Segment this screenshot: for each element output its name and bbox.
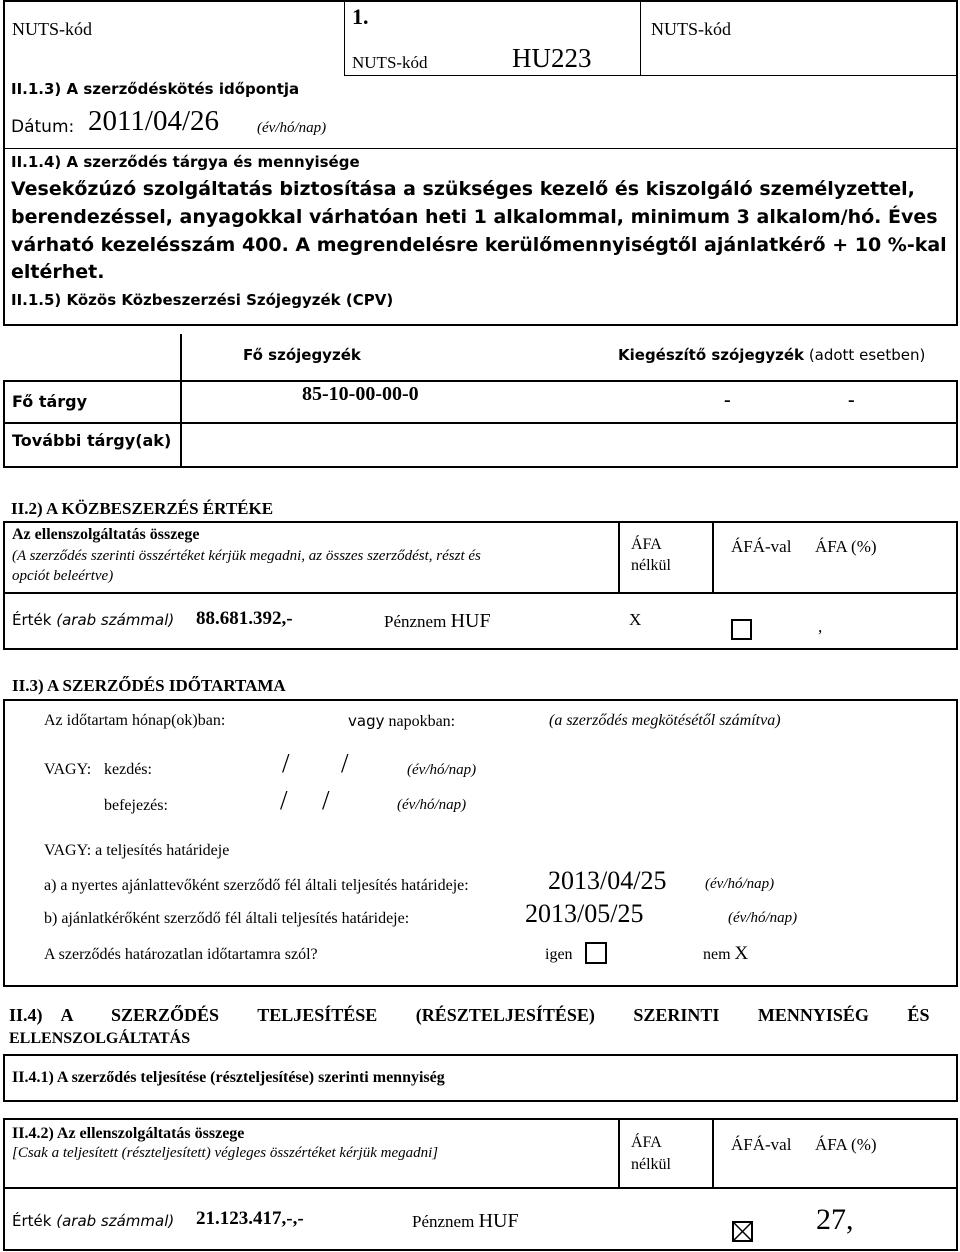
end-slash-2: / [322, 785, 330, 815]
cpv-sup-dash-2: - [848, 389, 855, 411]
cpv-row-more: További tárgy(ak) [12, 431, 172, 450]
without-vat-mark: X [629, 610, 642, 629]
afa-pct-header: ÁFA (%) [815, 537, 877, 556]
cpv-col-main: Fő szójegyzék [243, 346, 361, 364]
subject-line-2: berendezéssel, anyagokkal várhatóan heti 1 alkalommal, minimum 3 alkalom/hó. Éves [11, 206, 938, 228]
cpv-col-supplementary: Kiegészítő szójegyzék [618, 346, 805, 364]
days-label: napokban: [388, 713, 456, 730]
fulfilment-value-label-note: (arab számmal) [56, 1212, 175, 1230]
end-format: (év/hó/nap) [397, 797, 467, 813]
value-label-note: (arab számmal) [56, 611, 175, 629]
fulfilment-afa-nelkul-1: ÁFA [631, 1134, 662, 1151]
deadline-b-date: 2013/05/25 [525, 899, 644, 928]
afa-nelkul-line-1: ÁFA [631, 536, 662, 553]
value-label: Érték [12, 611, 52, 629]
cpv-col-supplementary-note: (adott esetben) [808, 346, 926, 364]
subject-line-1: Vesekőzúzó szolgáltatás biztosítása a szükséges kezelő és kiszolgáló személyzettel, [11, 178, 915, 200]
total-note-line-1: (A szerződés szerinti összértéket kérjük megadni, az összes szerződést, részt és [12, 548, 481, 564]
start-format: (év/hó/nap) [407, 762, 477, 778]
fulfilment-with-vat-checkbox[interactable] [732, 1221, 753, 1242]
currency-value: HUF [450, 610, 491, 632]
section-heading-value-num: II.2) [11, 499, 43, 518]
fulfilment-vat-pct: 27, [816, 1203, 854, 1236]
item-number: 1. [352, 4, 369, 29]
fulfilment-quantity-heading: II.4.1) A szerződés teljesítése (részteljesítése) szerinti mennyiség [12, 1069, 445, 1086]
fulfilment-afa-pct-header: ÁFA (%) [815, 1135, 877, 1154]
indefinite-question: A szerződés határozatlan időtartamra szól? [44, 946, 318, 963]
subject-line-4: eltérhet. [11, 261, 105, 283]
afa-val-header: ÁFÁ-val [731, 537, 792, 556]
cpv-row-main: Fő tárgy [12, 392, 88, 411]
yes-checkbox[interactable] [585, 942, 607, 964]
fulfilment-value-heading: II.4.2) Az ellenszolgáltatás összege [12, 1125, 245, 1142]
no-mark: X [734, 943, 749, 964]
no-label: nem [703, 946, 731, 963]
subject-line-3: várható kezelésszám 400. A megrendelésre kerülőmennyiségtől ajánlatkérő + 10 %-kal [11, 234, 947, 256]
fulfilment-value: 21.123.417,-,- [196, 1208, 304, 1229]
start-label: kezdés: [104, 761, 152, 778]
deadline-b-format: (év/hó/nap) [728, 910, 798, 926]
deadline-a-format: (év/hó/nap) [705, 876, 775, 892]
fulfilment-value-label: Érték [12, 1212, 52, 1230]
fulfilment-currency-value: HUF [478, 1210, 519, 1232]
start-slash-2: / [341, 748, 349, 778]
currency-label: Pénznem [384, 612, 447, 631]
start-slash-1: / [282, 748, 290, 778]
fulfilment-currency-label: Pénznem [412, 1212, 475, 1231]
deadline-b-label: b) ajánlatkérőként szerződő fél általi teljesítés határideje: [44, 910, 410, 927]
duration-note: (a szerződés megkötésétől számítva) [549, 712, 781, 729]
section-heading-duration-num: II.3) [12, 676, 44, 695]
afa-nelkul-line-2: nélkül [631, 557, 671, 574]
section-heading-fulfilment: A SZERZŐDÉS TELJESÍTÉSE (RÉSZTELJESÍTÉSE) SZERINTI MENNYISÉG ÉS [60, 1005, 930, 1025]
section-heading-cpv: II.1.5) Közös Közbeszerzési Szójegyzék (CPV) [11, 291, 394, 309]
date-label: Dátum: [11, 117, 75, 137]
section-heading-duration: A SZERZŐDÉS IDŐTARTAMA [46, 676, 286, 695]
yes-label: igen [545, 946, 573, 963]
or-label: vagy [348, 712, 385, 730]
nuts-label-mid: NUTS-kód [352, 53, 428, 72]
vat-pct-comma: , [818, 617, 823, 636]
section-heading-fulfilment-2: ELLENSZOLGÁLTATÁS [9, 1030, 191, 1047]
fulfilment-afa-nelkul-2: nélkül [631, 1156, 671, 1173]
section-heading-fulfilment-num: II.4) [9, 1005, 43, 1025]
end-label: befejezés: [104, 797, 168, 814]
nuts-label-right: NUTS-kód [651, 19, 731, 39]
nuts-code: HU223 [512, 43, 592, 73]
cpv-main-code: 85-10-00-00-0 [302, 383, 419, 405]
contract-date: 2011/04/26 [88, 105, 220, 137]
date-format: (év/hó/nap) [257, 120, 327, 136]
or-label-2: VAGY: a teljesítés határideje [44, 842, 230, 859]
deadline-a-label: a) a nyertes ajánlattevőként szerződő fél általi teljesítés határideje: [44, 877, 469, 894]
total-note-line-2: opciót beleértve) [12, 568, 114, 584]
with-vat-checkbox[interactable] [731, 619, 752, 640]
or-label-1: VAGY: [44, 761, 92, 778]
fulfilment-value-note: [Csak a teljesített (részteljesített) végleges összértéket kérjük megadni] [12, 1145, 439, 1161]
section-heading-subject: II.1.4) A szerződés tárgya és mennyisége [11, 153, 360, 171]
cpv-sup-dash-1: - [724, 389, 731, 411]
checked-x-icon [734, 1223, 751, 1240]
deadline-a-date: 2013/04/25 [548, 866, 667, 895]
section-heading-value: A KÖZBESZERZÉS ÉRTÉKE [45, 499, 274, 518]
total-label: Az ellenszolgáltatás összege [12, 526, 200, 543]
end-slash-1: / [280, 785, 288, 815]
nuts-label-left: NUTS-kód [12, 19, 92, 39]
contract-value: 88.681.392,- [196, 608, 293, 629]
months-label: Az időtartam hónap(ok)ban: [44, 712, 226, 729]
section-heading-contract-date: II.1.3) A szerződéskötés időpontja [11, 80, 300, 98]
fulfilment-afa-val-header: ÁFÁ-val [731, 1135, 792, 1154]
